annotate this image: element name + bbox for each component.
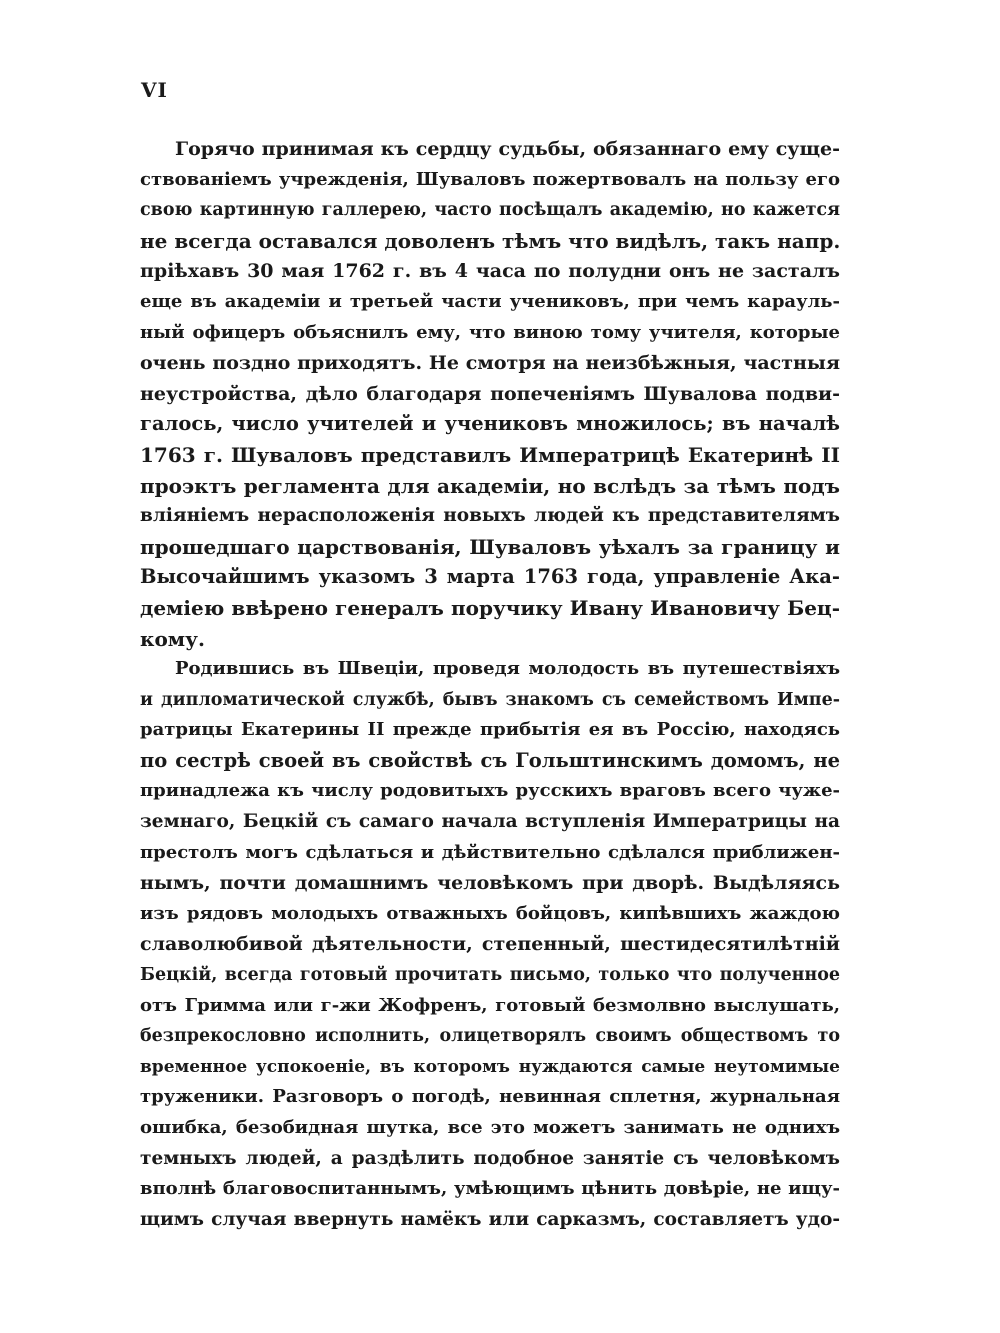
text-line: проэктъ регламента для академіи, но вслѣдъ за тѣмъ подъ: [140, 473, 840, 498]
text-line: отъ Гримма или г-жи Жофренъ, готовый безмолвно выслушать,: [140, 994, 840, 1016]
text-line: неустройства, дѣло благодаря попеченіямъ Шувалова подви-: [140, 382, 840, 405]
text-line: еще въ академіи и третьей части учениковъ, при чемъ карауль-: [140, 290, 840, 312]
text-line: не всегда оставался доволенъ тѣмъ что видѣлъ, такъ напр.: [140, 228, 840, 253]
text-line: свою картинную галлерею, часто посѣщалъ академію, но кажется: [140, 200, 840, 221]
paragraph: [140, 134, 840, 654]
text-line: Бецкій, всегда готовый прочитать письмо, только что полученное: [140, 965, 840, 986]
text-line: галось, число учителей и учениковъ множилось; въ началѣ: [140, 412, 840, 436]
text-line: деміею ввѣрено генералъ поручику Ивану Ивановичу Бец-: [140, 595, 840, 620]
text-line: щимъ случая ввернуть намёкъ или сарказмъ, составляетъ удо-: [140, 1208, 840, 1230]
text-line: кому.: [140, 626, 205, 651]
text-line: ратрицы Екатерины II прежде прибытія ея въ Россію, находясь: [140, 719, 840, 741]
text-line: пріѣхавъ 30 мая 1762 г. въ 4 часа по полудни онъ не засталъ: [140, 260, 840, 283]
text-line: временное успокоеніе, въ которомъ нуждаются самые неутомимые: [140, 1056, 840, 1077]
body-text: [140, 134, 840, 1235]
text-line: нымъ, почти домашнимъ человѣкомъ при дворѣ. Выдѣляясь: [140, 872, 840, 895]
text-line: ный офицеръ объяснилъ ему, что виною тому учителя, которые: [140, 321, 840, 343]
text-line: 1763 г. Шуваловъ представилъ Императрицѣ Екатеринѣ II: [140, 442, 840, 467]
text-line: ствованіемъ учрежденія, Шуваловъ пожертвовалъ на пользу его: [140, 168, 840, 190]
text-line: принадлежа къ числу родовитыхъ русскихъ враговъ всего чуже-: [140, 780, 840, 802]
text-line: вполнѣ благовоспитаннымъ, умѣющимъ цѣнить довѣріе, не ищу-: [140, 1178, 840, 1200]
text-line: славолюбивой дѣятельности, степенный, шестидесятилѣтній: [140, 933, 840, 956]
text-line: труженики. Разговоръ о погодѣ, невинная сплетня, журнальная: [140, 1086, 840, 1108]
text-line: Горячо принимая къ сердцу судьбы, обязаннаго ему суще-: [175, 138, 840, 160]
text-line: престолъ могъ сдѣлаться и дѣйствительно сдѣлался приближен-: [140, 841, 840, 863]
text-line: темныхъ людей, а раздѣлить подобное занятіе съ человѣкомъ: [140, 1147, 840, 1169]
text-line: и дипломатической службѣ, бывъ знакомъ съ семействомъ Импе-: [140, 689, 840, 710]
text-line: по сестрѣ своей въ свойствѣ съ Гольштинскимъ домомъ, не: [140, 748, 840, 772]
text-line: безпрекословно исполнить, олицетворялъ своимъ обществомъ то: [140, 1026, 840, 1047]
paragraph: [140, 654, 840, 1235]
text-line: Родившись въ Швеціи, проведя молодость въ путешествіяхъ: [175, 658, 840, 680]
text-line: очень поздно приходятъ. Не смотря на неизбѣжныя, частныя: [140, 352, 840, 375]
text-line: ошибка, безобидная шутка, все это можетъ занимать не однихъ: [140, 1117, 840, 1138]
page-number: VI: [141, 78, 168, 102]
text-line: изъ рядовъ молодыхъ отважныхъ бойцовъ, кипѣвшихъ жаждою: [140, 902, 840, 924]
text-line: прошедшаго царствованія, Шуваловъ уѣхалъ за границу и: [140, 534, 840, 559]
text-line: земнаго, Бецкій съ самаго начала вступленія Императрицы на: [140, 811, 840, 833]
text-line: вліяніемъ нерасположенія новыхъ людей къ представителямъ: [140, 505, 840, 527]
text-line: Высочайшимъ указомъ 3 марта 1763 года, управленіе Ака-: [140, 565, 840, 589]
